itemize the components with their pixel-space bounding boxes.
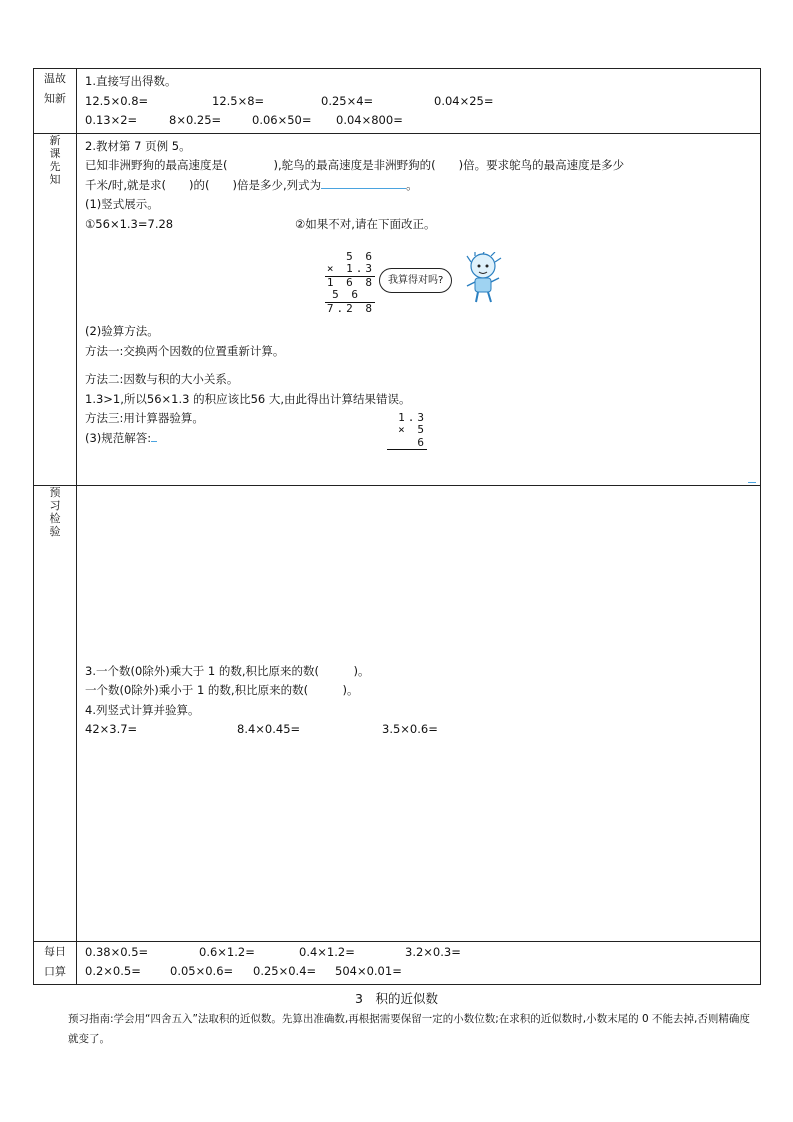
section-label-preview-check: 预 习 检 验: [34, 485, 77, 941]
lesson-step-2: (2)验算方法。: [85, 324, 159, 338]
preview-check-section: [77, 485, 761, 941]
review-section: [77, 69, 761, 134]
lesson-line-2: 千米/时,就是求( )的( )倍是多少,列式为 。: [85, 177, 418, 192]
daily-row-2: 0.2×0.5= 0.05×0.6= 0.25×0.4= 504×0.01=: [85, 964, 402, 978]
speech-bubble: 我算得对吗?: [379, 268, 452, 294]
question-3a: 3.一个数(0除外)乘大于 1 的数,积比原来的数( )。: [85, 663, 370, 678]
lesson-step-3: (3)规范解答:: [85, 429, 752, 449]
new-lesson-section: [77, 133, 761, 485]
section-label-review: 温故 知新: [34, 69, 77, 134]
section-label-daily: 每日 口算: [34, 941, 77, 984]
corner-mark: [748, 482, 756, 483]
section-label-new-lesson: 新 课 先 知: [34, 133, 77, 485]
question-4: 4.列竖式计算并验算。: [85, 702, 200, 717]
question-4-items: 42×3.7= 8.4×0.45= 3.5×0.6=: [85, 722, 438, 736]
review-title: 1.直接写出得数。: [85, 74, 177, 88]
answer-blank-short[interactable]: [151, 429, 157, 442]
method-2-detail: 1.3>1,所以56×1.3 的积应该比56 大,由此得出计算结果错误。: [85, 391, 411, 406]
method-2: 方法二:因数与积的大小关系。: [85, 372, 239, 386]
daily-section: [77, 941, 761, 984]
daily-row-1: 0.38×0.5= 0.6×1.2= 0.4×1.2= 3.2×0.3=: [85, 944, 461, 959]
worksheet-table: [33, 68, 761, 985]
method-1: 方法一:交换两个因数的位置重新计算。: [85, 343, 285, 358]
vertical-calculation: 5 6 × 1.3 1 6 8 5 6 7.2 8: [326, 249, 375, 315]
lesson-step-1: (1)竖式展示。: [85, 197, 159, 211]
lesson-equations: ①56×1.3=7.28 ②如果不对,请在下面改正。: [85, 216, 436, 231]
lesson-title: 2.教材第 7 页例 5。: [85, 138, 191, 153]
next-section-title: 3 积的近似数: [355, 991, 438, 1006]
review-row-2: 0.13×2= 8×0.25= 0.06×50= 0.04×800=: [85, 113, 403, 127]
preview-guide: 预习指南:学会用“四舍五入”法取积的近似数。先算出准确数,再根据需要保留一定的小数位数;在求积的近似数时,小数末尾的 0 不能去掉,否则精确度就变了。: [68, 1013, 750, 1045]
lesson-line-1: 已知非洲野狗的最高速度是( ),鸵鸟的最高速度是非洲野狗的( )倍。要求鸵鸟的最高速度是多少: [85, 158, 625, 172]
question-3b: 一个数(0除外)乘小于 1 的数,积比原来的数( )。: [85, 683, 359, 697]
answer-blank[interactable]: [321, 176, 406, 189]
check-calculation: 1.3 × 5 6: [387, 412, 427, 451]
method-3: 方法三:用计算器验算。: [85, 411, 204, 425]
review-row-1: 12.5×0.8= 12.5×8= 0.25×4= 0.04×25=: [85, 93, 494, 108]
cartoon-character-icon: [461, 252, 505, 304]
